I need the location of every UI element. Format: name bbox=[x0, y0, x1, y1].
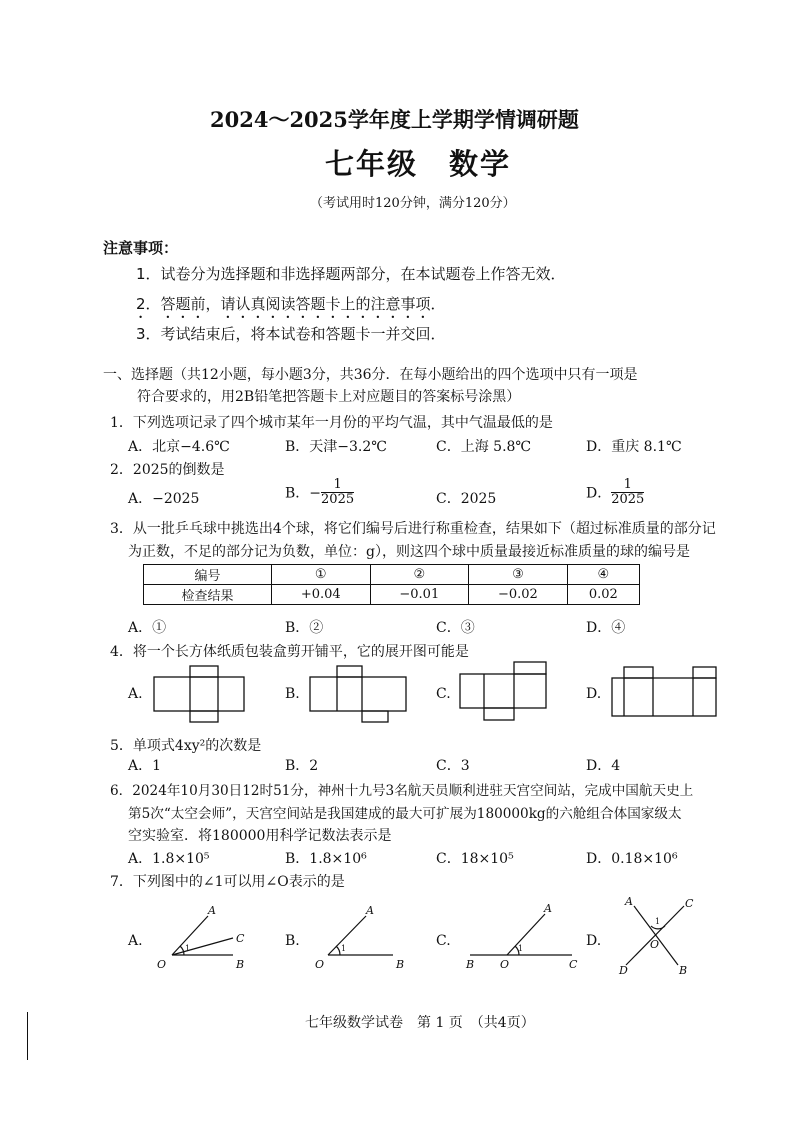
point-o-label: O bbox=[500, 958, 510, 971]
angle-diagram-d bbox=[626, 906, 684, 965]
table-cell: +0.04 bbox=[271, 585, 370, 605]
q4-label-b: B. bbox=[285, 686, 300, 702]
q1-stem: 1．下列选项记录了四个城市某年一月份的平均气温，其中气温最低的是 bbox=[110, 415, 553, 431]
subject-title: 七年级 数学 bbox=[325, 147, 512, 181]
table-cell: ③ bbox=[469, 565, 568, 585]
fraction-numerator: 1 bbox=[321, 478, 354, 493]
table-cell: 编号 bbox=[144, 565, 272, 585]
point-o-label: O bbox=[315, 958, 325, 971]
notice-item-1: 1．试卷分为选择题和非选择题两部分，在本试题卷上作答无效． bbox=[136, 265, 566, 283]
point-c-label: C bbox=[236, 932, 245, 945]
q6-stem-line2: 第5次“太空会师”，天宫空间站是我国建成的最大可扩展为180000kg的六舱组合体国家级太 bbox=[128, 806, 682, 822]
q7-label-c: C. bbox=[436, 933, 451, 949]
q2-stem: 2．2025的倒数是 bbox=[110, 462, 225, 478]
page-footer: 七年级数学试卷 第 1 页 （共4页） bbox=[305, 1015, 535, 1031]
q1-option-b: B．天津−3.2℃ bbox=[285, 439, 387, 455]
point-b-label: B bbox=[236, 958, 245, 971]
binding-margin-line bbox=[27, 1012, 28, 1060]
q3-option-a: A．① bbox=[128, 620, 167, 636]
q6-option-b: B．1.8×10⁶ bbox=[285, 851, 367, 867]
q6-stem-line1: 6．2024年10月30日12时51分，神州十九号3名航天员顺利进驻天宫空间站，完成中国航天史上 bbox=[110, 783, 694, 799]
angle-1-label: 1 bbox=[185, 944, 191, 953]
point-a-label: A bbox=[625, 895, 633, 908]
point-a-label: A bbox=[208, 904, 216, 917]
table-cell: −0.01 bbox=[370, 585, 469, 605]
notice-item-3: 3．考试结束后，将本试卷和答题卡一并交回． bbox=[136, 325, 446, 343]
angle-diagram-b bbox=[328, 916, 393, 955]
fraction-numerator: 1 bbox=[611, 478, 644, 493]
q3-option-c: C．③ bbox=[436, 620, 475, 636]
fraction-denominator: 2025 bbox=[321, 492, 355, 507]
table-cell: 检查结果 bbox=[144, 585, 272, 605]
notice-heading: 注意事项： bbox=[103, 239, 179, 257]
angle-diagram-a bbox=[172, 916, 233, 955]
q1-option-c: C．上海 5.8℃ bbox=[436, 439, 532, 455]
q3-stem-line2: 为正数，不足的部分记为负数，单位：g），则这四个球中质量最接近标准质量的球的编号是 bbox=[128, 544, 690, 560]
q4-label-c: C. bbox=[436, 686, 451, 702]
q6-option-d: D．0.18×10⁶ bbox=[586, 851, 678, 867]
q5-option-d: D．4 bbox=[586, 758, 621, 774]
section-heading: 一、选择题（共12小题，每小题3分，共36分．在每小题给出的四个选项中只有一项是 bbox=[103, 367, 638, 383]
q2-option-d-label: D． bbox=[586, 485, 612, 502]
q7-label-d: D. bbox=[586, 933, 602, 949]
q2-option-b-label: B．− bbox=[285, 485, 322, 502]
point-b-label: B bbox=[679, 964, 688, 977]
table-cell: ④ bbox=[567, 565, 639, 585]
point-o-label: O bbox=[650, 938, 660, 951]
q5-option-c: C．3 bbox=[436, 758, 470, 774]
exam-title: 2024～2025学年度上学期学情调研题 bbox=[210, 107, 579, 132]
q6-option-a: A．1.8×10⁵ bbox=[128, 851, 210, 867]
point-a-label: A bbox=[366, 904, 374, 917]
exam-info: （考试用时120分钟，满分120分） bbox=[310, 196, 516, 211]
q4-stem: 4．将一个长方体纸质包装盒剪开铺平，它的展开图可能是 bbox=[110, 644, 469, 660]
q2-option-a: A．−2025 bbox=[128, 491, 200, 507]
point-a-label: A bbox=[544, 902, 552, 915]
section-heading-cont: 符合要求的，用2B铅笔把答题卡上对应题目的答案标号涂黑） bbox=[137, 389, 521, 405]
notice-item-2: 2．答题前，请认真阅读答题卡上的注意事项． bbox=[136, 295, 446, 313]
q7-label-b: B. bbox=[285, 933, 300, 949]
q6-option-c: C．18×10⁵ bbox=[436, 851, 514, 867]
q1-option-a: A．北京−4.6℃ bbox=[128, 439, 230, 455]
q7-label-a: A. bbox=[128, 933, 143, 949]
angle-1-label: 1 bbox=[518, 944, 524, 953]
table-cell: ① bbox=[271, 565, 370, 585]
q6-stem-line3: 空实验室．将180000用科学记数法表示是 bbox=[128, 828, 392, 844]
angle-1-label: 1 bbox=[655, 917, 661, 926]
q4-label-d: D. bbox=[586, 686, 602, 702]
q5-option-a: A．1 bbox=[128, 758, 162, 774]
table-cell: ② bbox=[370, 565, 469, 585]
q7-stem: 7．下列图中的∠1可以用∠O表示的是 bbox=[110, 874, 345, 890]
point-d-label: D bbox=[619, 964, 628, 977]
angle-1-label: 1 bbox=[341, 944, 347, 953]
q2-option-c: C．2025 bbox=[436, 491, 497, 507]
table-cell: −0.02 bbox=[469, 585, 568, 605]
q3-option-b: B．② bbox=[285, 620, 324, 636]
q5-stem: 5．单项式4xy²的次数是 bbox=[110, 738, 262, 754]
fraction-denominator: 2025 bbox=[611, 492, 645, 507]
q1-option-d: D．重庆 8.1℃ bbox=[586, 439, 682, 455]
q3-option-d: D．④ bbox=[586, 620, 626, 636]
point-b-label: B bbox=[466, 958, 475, 971]
point-b-label: B bbox=[396, 958, 405, 971]
table-cell: 0.02 bbox=[567, 585, 639, 605]
q3-stem-line1: 3．从一批乒乓球中挑选出4个球，将它们编号后进行称重检查，结果如下（超过标准质量的部分记 bbox=[110, 521, 716, 537]
point-c-label: C bbox=[569, 958, 578, 971]
q5-option-b: B．2 bbox=[285, 758, 319, 774]
point-o-label: O bbox=[157, 958, 167, 971]
point-c-label: C bbox=[685, 897, 694, 910]
q4-label-a: A. bbox=[128, 686, 143, 702]
